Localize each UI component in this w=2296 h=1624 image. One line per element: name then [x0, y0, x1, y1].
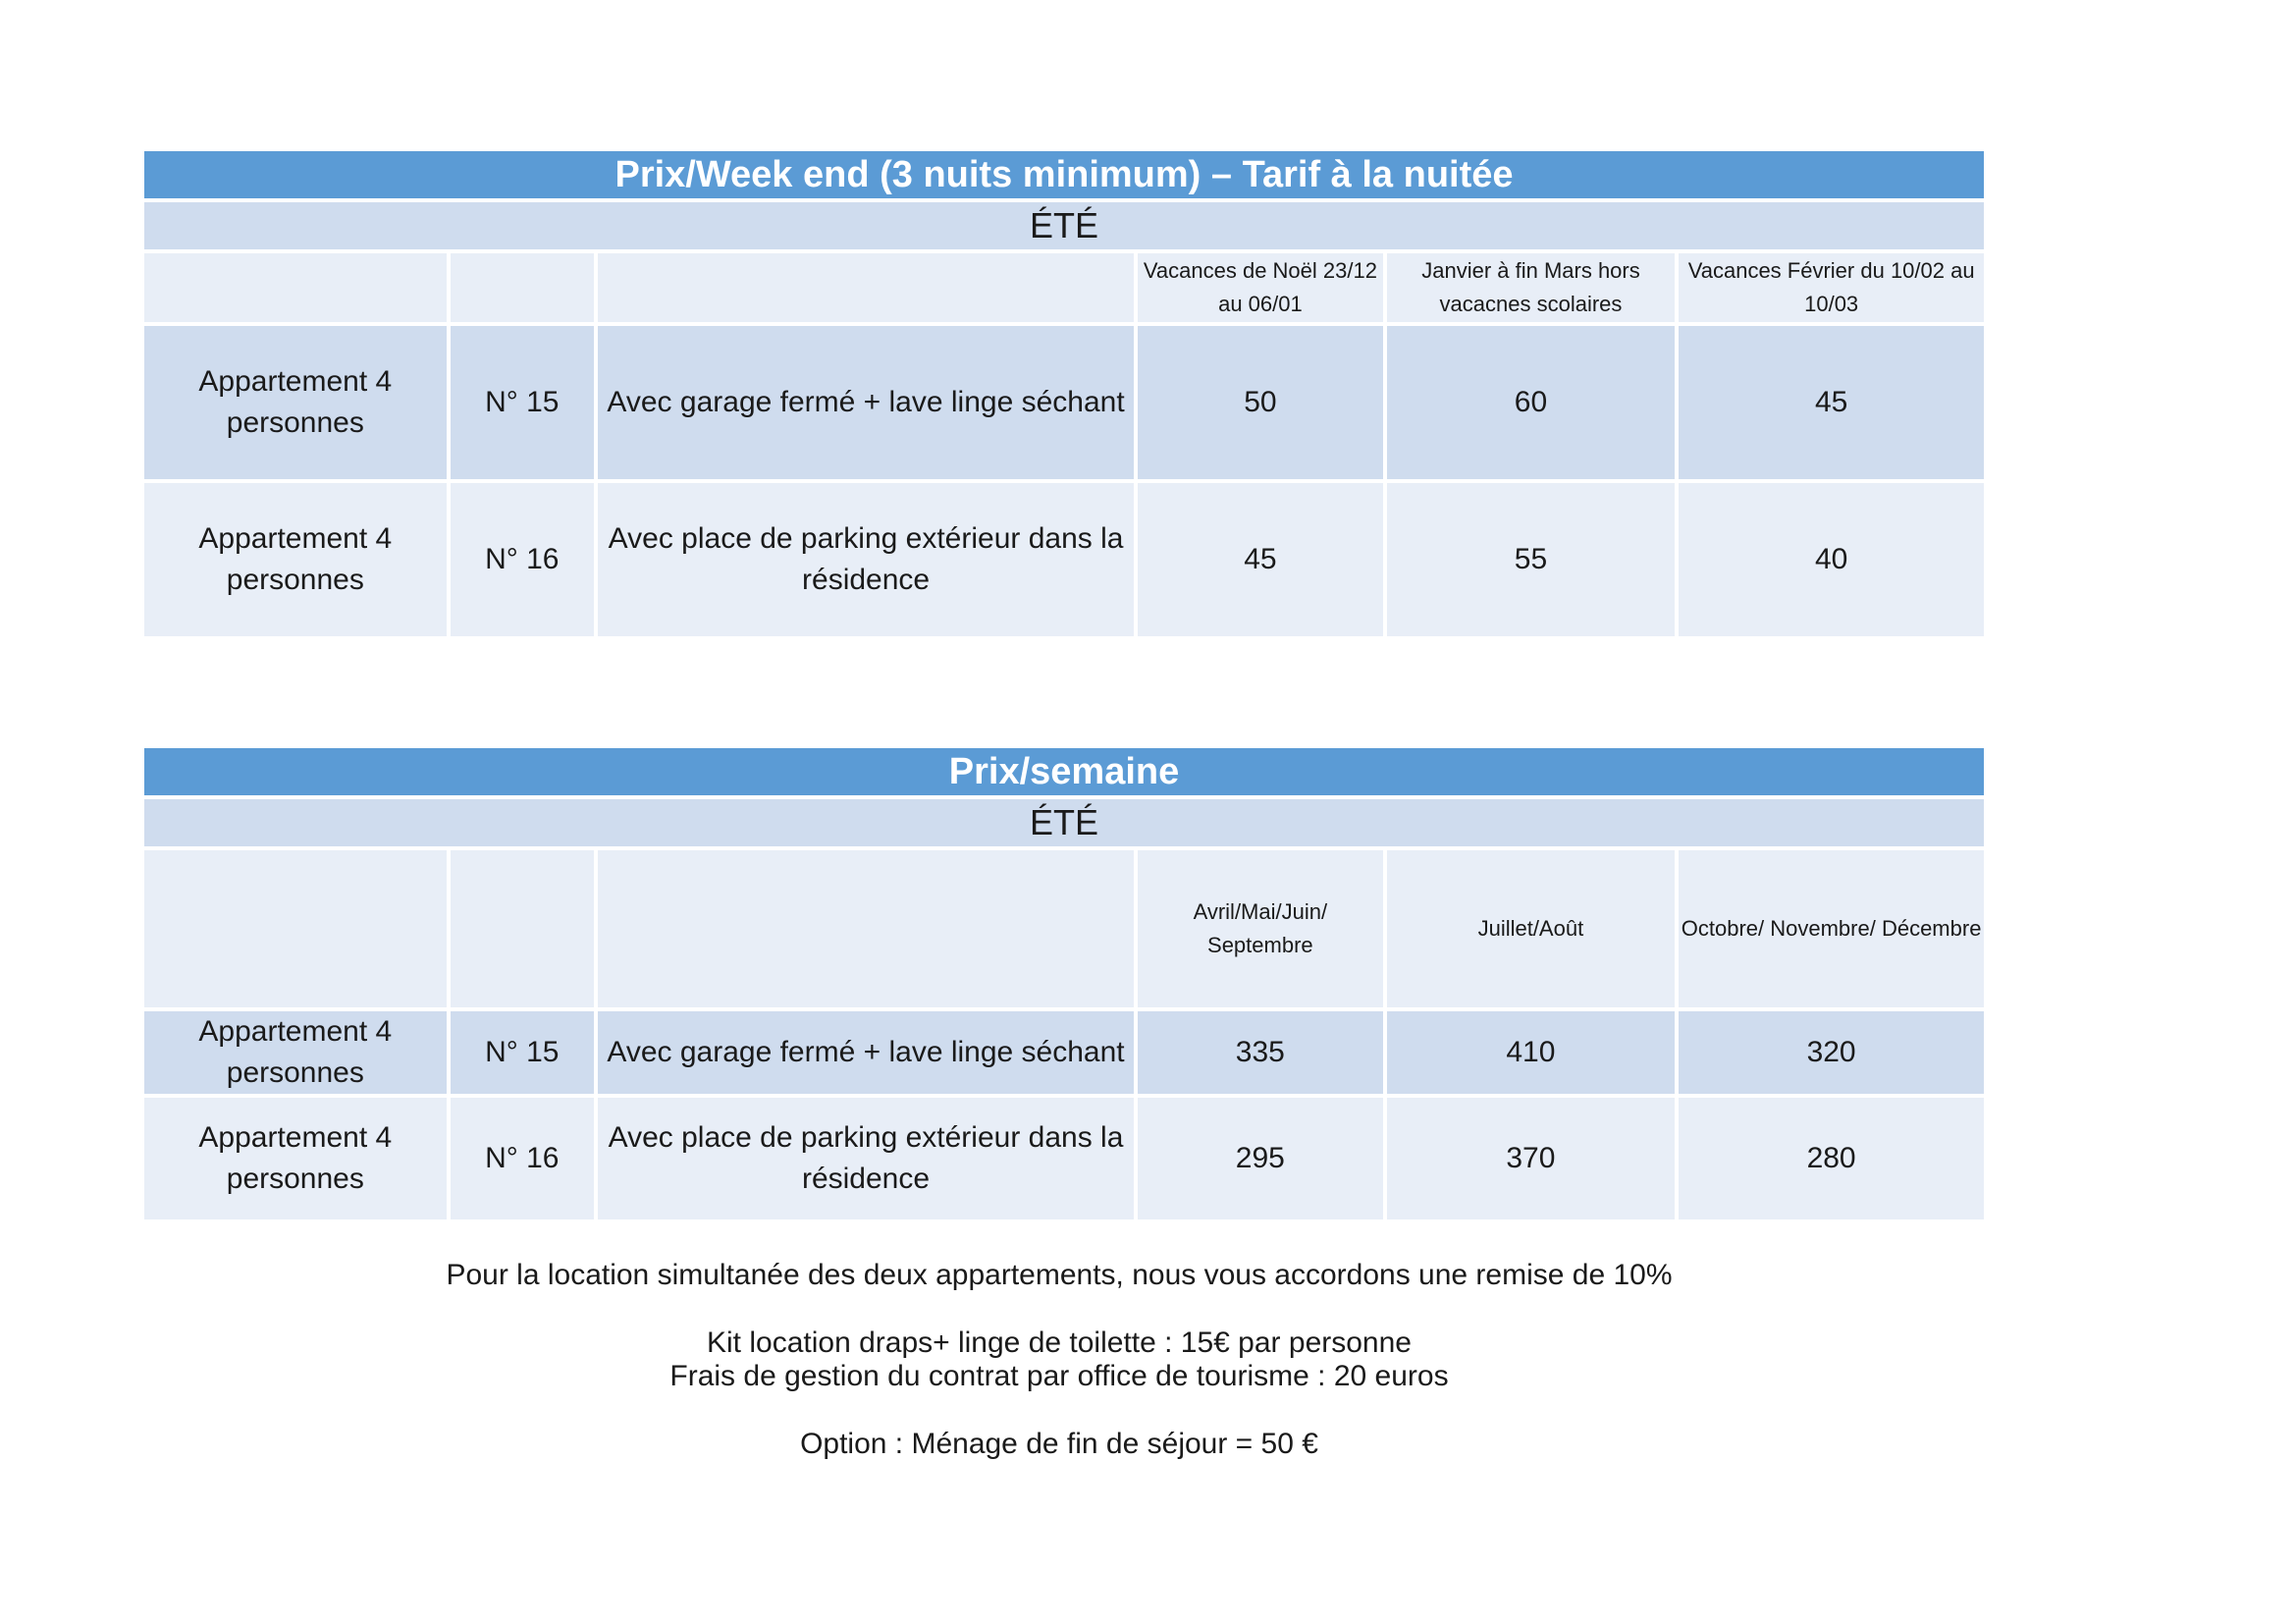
column-header-spring: Avril/Mai/Juin/ Septembre [1138, 850, 1383, 1007]
column-header-autumn: Octobre/ Novembre/ Décembre [1679, 850, 1984, 1007]
price-cell: 45 [1679, 326, 1984, 479]
price-cell: 60 [1387, 326, 1676, 479]
pricing-notes [0, 1259, 2118, 1461]
weekend-season-label: ÉTÉ [144, 202, 1984, 249]
price-cell: 50 [1138, 326, 1383, 479]
empty-header-cell [598, 253, 1134, 322]
price-cell: 320 [1679, 1011, 1984, 1094]
weekly-column-header-row [144, 850, 1984, 1007]
apartment-number: N° 15 [451, 1011, 594, 1094]
column-header-christmas: Vacances de Noël 23/12 au 06/01 [1138, 253, 1383, 322]
linen-kit-note: Kit location draps+ linge de toilette : 15€ par personne [707, 1326, 1412, 1359]
apartment-description: Avec garage fermé + lave linge séchant [598, 1011, 1134, 1094]
apartment-type: Appartement 4 personnes [144, 326, 447, 479]
apartment-type: Appartement 4 personnes [144, 483, 447, 636]
price-cell: 280 [1679, 1098, 1984, 1219]
apartment-type: Appartement 4 personnes [144, 1011, 447, 1094]
weekend-column-header-row [144, 253, 1984, 322]
price-cell: 45 [1138, 483, 1383, 636]
table-row [144, 483, 1984, 636]
price-cell: 410 [1387, 1011, 1676, 1094]
apartment-type: Appartement 4 personnes [144, 1098, 447, 1219]
table-row [144, 326, 1984, 479]
empty-header-cell [451, 850, 594, 1007]
apartment-description: Avec garage fermé + lave linge séchant [598, 326, 1134, 479]
weekly-price-table [140, 744, 1988, 1223]
table-row [144, 1098, 1984, 1219]
price-cell: 295 [1138, 1098, 1383, 1219]
weekly-table-title: Prix/semaine [144, 748, 1984, 795]
price-cell: 335 [1138, 1011, 1383, 1094]
price-cell: 370 [1387, 1098, 1676, 1219]
table-row [144, 1011, 1984, 1094]
weekly-season-label: ÉTÉ [144, 799, 1984, 846]
apartment-description: Avec place de parking extérieur dans la résidence [598, 483, 1134, 636]
column-header-january-march: Janvier à fin Mars hors vacacnes scolaires [1387, 253, 1676, 322]
empty-header-cell [598, 850, 1134, 1007]
price-cell: 55 [1387, 483, 1676, 636]
apartment-description: Avec place de parking extérieur dans la résidence [598, 1098, 1134, 1219]
empty-header-cell [144, 253, 447, 322]
empty-header-cell [144, 850, 447, 1007]
column-header-february: Vacances Février du 10/02 au 10/03 [1679, 253, 1984, 322]
apartment-number: N° 16 [451, 1098, 594, 1219]
weekend-table-title: Prix/Week end (3 nuits minimum) – Tarif à la nuitée [144, 151, 1984, 198]
empty-header-cell [451, 253, 594, 322]
cleaning-option-note: Option : Ménage de fin de séjour = 50 € [800, 1428, 1318, 1460]
price-cell: 40 [1679, 483, 1984, 636]
weekend-price-table [140, 147, 1988, 640]
management-fee-note: Frais de gestion du contrat par office de tourisme : 20 euros [669, 1360, 1449, 1392]
apartment-number: N° 15 [451, 326, 594, 479]
apartment-number: N° 16 [451, 483, 594, 636]
discount-note: Pour la location simultanée des deux appartements, nous vous accordons une remise de 10% [446, 1259, 1673, 1291]
column-header-summer: Juillet/Août [1387, 850, 1676, 1007]
